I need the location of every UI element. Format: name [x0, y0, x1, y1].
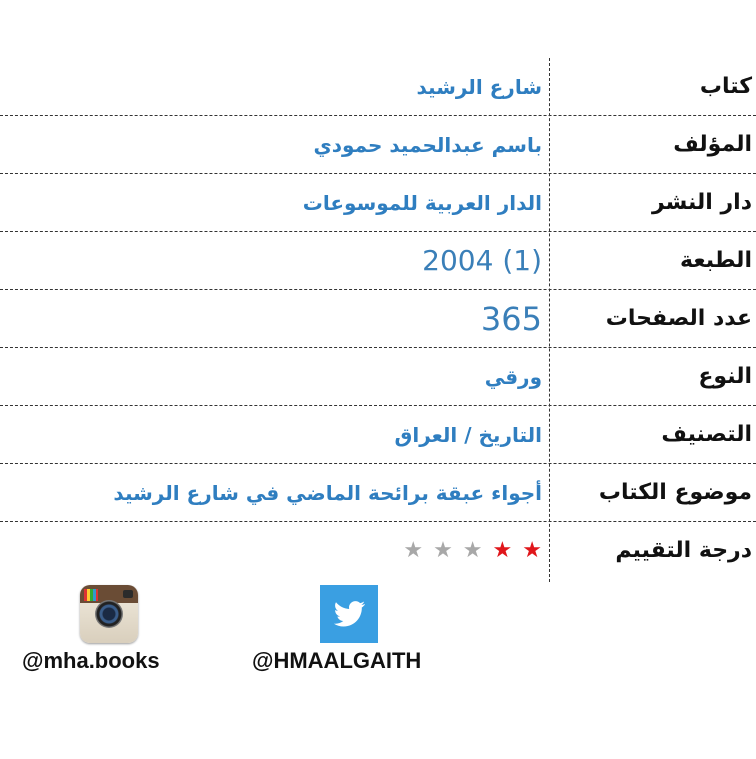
row-rating	[0, 522, 756, 579]
value-publisher: الدار العربية للموسوعات	[302, 190, 542, 215]
row-subject	[0, 464, 756, 522]
row-type	[0, 348, 756, 406]
star-empty-icon: ★	[462, 538, 483, 563]
row-author	[0, 116, 756, 174]
value-subject: أجواء عبقة برائحة الماضي في شارع الرشيد	[113, 480, 542, 505]
label-category: التصنيف	[661, 422, 752, 447]
value-book-title: شارع الرشيد	[416, 74, 542, 99]
row-edition	[0, 232, 756, 290]
book-info-table	[0, 58, 756, 579]
star-filled-icon: ★	[522, 538, 542, 563]
value-author: باسم عبدالحميد حمودي	[313, 132, 542, 157]
star-filled-icon: ★	[492, 538, 513, 563]
label-type: النوع	[698, 364, 752, 389]
row-pages	[0, 290, 756, 348]
twitter-handle[interactable]: @HMAALGAITH	[252, 648, 422, 673]
row-publisher	[0, 174, 756, 232]
row-book	[0, 58, 756, 116]
label-publisher: دار النشر	[651, 190, 752, 215]
label-edition: الطبعة	[680, 248, 752, 273]
value-edition: 2004 (1)	[422, 244, 542, 277]
row-category	[0, 406, 756, 464]
value-pages: 365	[480, 299, 542, 338]
label-book: كتاب	[699, 74, 752, 99]
star-empty-icon: ★	[403, 538, 424, 563]
twitter-bird-icon[interactable]	[320, 585, 378, 643]
value-type: ورقي	[484, 364, 542, 389]
rating-stars	[403, 522, 542, 579]
star-empty-icon: ★	[433, 538, 453, 563]
label-pages: عدد الصفحات	[605, 306, 752, 331]
label-author: المؤلف	[673, 132, 752, 157]
value-category: التاريخ / العراق	[394, 422, 542, 447]
instagram-icon[interactable]	[80, 585, 138, 643]
label-rating: درجة التقييم	[615, 538, 752, 563]
label-subject: موضوع الكتاب	[598, 480, 752, 505]
instagram-handle[interactable]: @mha.books	[22, 648, 160, 673]
